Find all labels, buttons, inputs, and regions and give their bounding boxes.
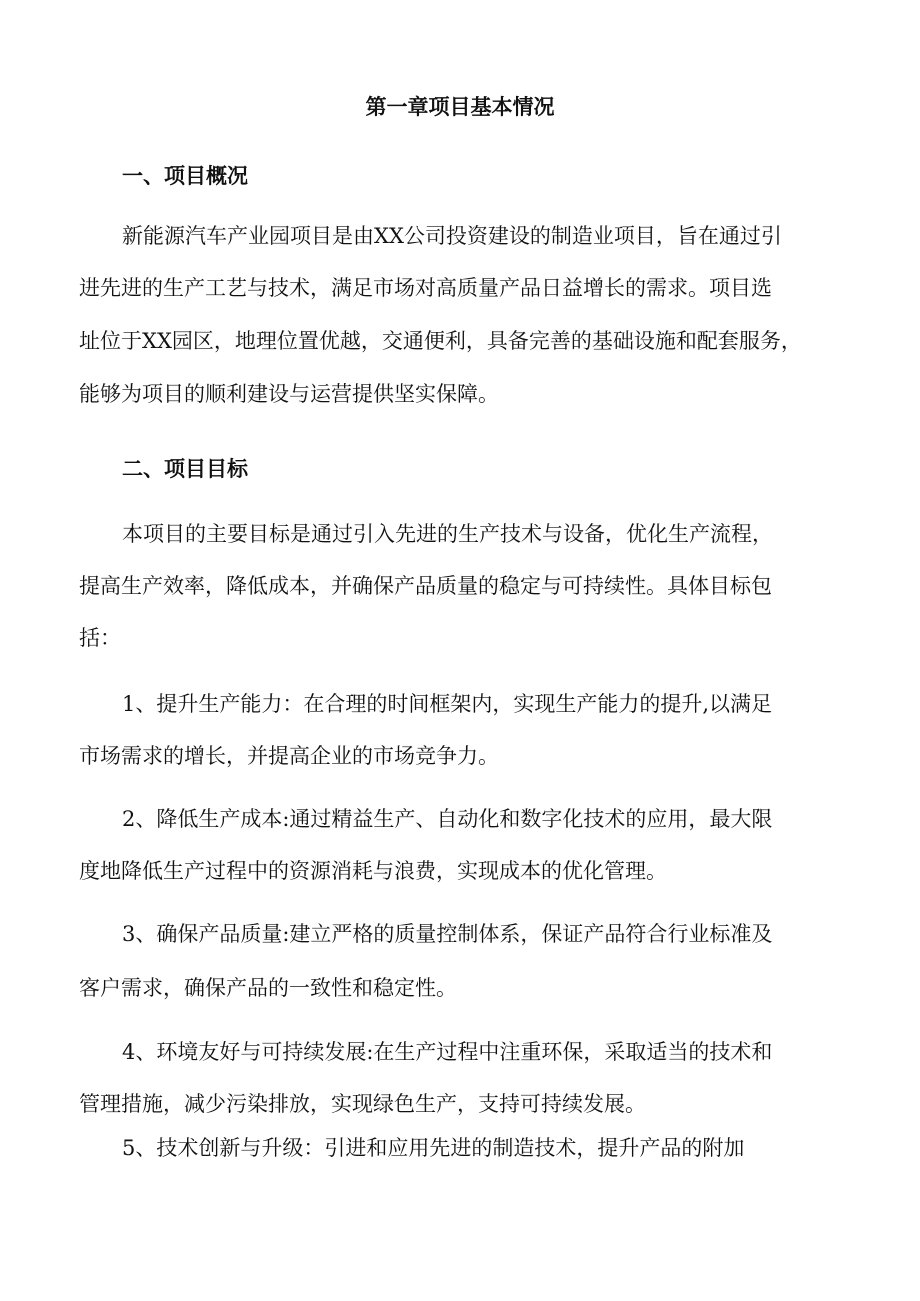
- goal-item-3-line: 客户需求，确保产品的一致性和稳定性。: [79, 976, 457, 1000]
- goal-item-5-line: 5、技术创新与升级：引进和应用先进的制造技术，提升产品的附加: [122, 1136, 745, 1160]
- paragraph-line: 新能源汽车产业园项目是由XX公司投资建设的制造业项目，旨在通过引: [122, 224, 782, 248]
- paragraph-line: 进先进的生产工艺与技术，满足市场对高质量产品日益增长的需求。项目选: [79, 276, 772, 300]
- paragraph-line: 址位于XX园区，地理位置优越，交通便利，具备完善的基础设施和配套服务，: [79, 329, 802, 353]
- paragraph-line: 本项目的主要目标是通过引入先进的生产技术与设备，优化生产流程，: [122, 522, 773, 546]
- goal-item-4-line: 4、环境友好与可持续发展:在生产过程中注重环保，采取适当的技术和: [122, 1040, 773, 1064]
- paragraph-line: 括：: [79, 626, 121, 650]
- chapter-title: 第一章项目基本情况: [365, 94, 555, 119]
- section-heading-goals: 二、项目目标: [122, 456, 248, 481]
- goal-item-3-line: 3、确保产品质量:建立严格的质量控制体系，保证产品符合行业标准及: [122, 922, 773, 946]
- goal-item-4-line: 管理措施，减少污染排放，实现绿色生产，支持可持续发展。: [79, 1092, 646, 1116]
- goal-item-1-line: 市场需求的增长，并提高企业的市场竞争力。: [79, 744, 499, 768]
- goal-item-2-line: 度地降低生产过程中的资源消耗与浪费，实现成本的优化管理。: [79, 859, 667, 883]
- goal-item-2-line: 2、降低生产成本:通过精益生产、自动化和数字化技术的应用，最大限: [122, 807, 773, 831]
- section-heading-overview: 一、项目概况: [122, 163, 248, 188]
- paragraph-line: 提高生产效率，降低成本，并确保产品质量的稳定与可持续性。具体目标包: [79, 574, 772, 598]
- paragraph-line: 能够为项目的顺利建设与运营提供坚实保障。: [79, 382, 499, 406]
- goal-item-1-line: 1、提升生产能力：在合理的时间框架内，实现生产能力的提升,以满足: [122, 692, 773, 716]
